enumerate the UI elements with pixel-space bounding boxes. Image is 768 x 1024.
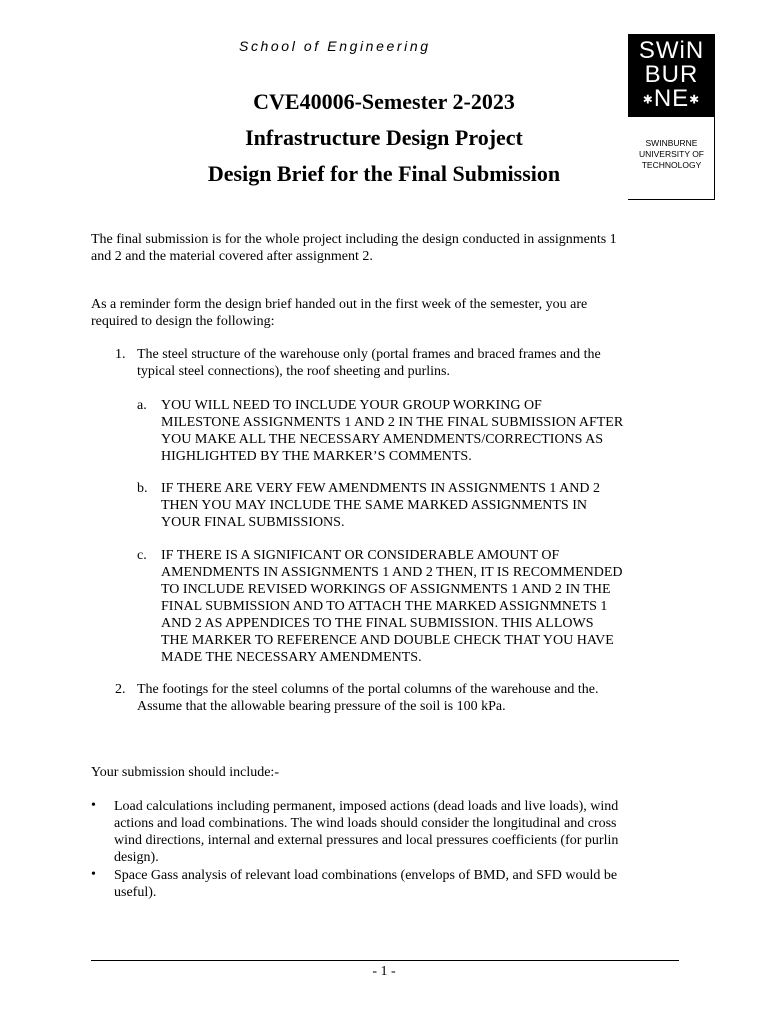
sublist-letter: b.: [137, 481, 148, 496]
course-code: CVE40006-Semester 2-2023: [253, 89, 515, 114]
sublist-item-c: IF THERE IS A SIGNIFICANT OR CONSIDERABLE AMOUNT OF AMENDMENTS IN ASSIGNMENTS 1 AND 2 THEN, IT IS RECOMMENDED TO INCLUDE REVISED WORKINGS OF ASSIGNMENTS 1 AND 2 IN THE FINAL SUBMISSION AND TO ATTACH THE MARKED ASSIGNMNETS 1 AND 2 AS APPENDICES TO THE FINAL SUBMISSION. THIS ALLOWS THE MARKER TO REFERENCE AND DOUBLE CHECK THAT YOU HAVE MADE THE NECESSARY AMENDMENTS.: [161, 548, 623, 665]
list-item-2: The footings for the steel columns of the portal columns of the warehouse and the. Assume that the allowable bearing pressure of the soil is 100 kPa.: [137, 682, 599, 714]
star-icon: ✱: [642, 92, 654, 107]
logo-caption-line: SWINBURNE: [645, 138, 698, 148]
logo-line-3: ✱NE✱: [642, 85, 701, 112]
brief-title: Design Brief for the Final Submission: [207, 161, 561, 186]
school-label: School of Engineering: [239, 38, 431, 54]
star-icon: ✱: [689, 92, 701, 107]
logo-border-bottom: [628, 199, 715, 200]
bullet-item-load-calculations: Load calculations including permanent, imposed actions (dead loads and live loads), wind actions and load combinations. The wind loads should consider the longitudinal and cross wind directions, internal and external pressures and local pressures coefficients (for purlin design).: [114, 799, 619, 865]
logo-caption-line: TECHNOLOGY: [641, 160, 702, 170]
sublist-item-a: YOU WILL NEED TO INCLUDE YOUR GROUP WORKING OF MILESTONE ASSIGNMENTS 1 AND 2 IN THE FINAL SUBMISSION AFTER YOU MAKE ALL THE NECESSARY AMENDMENTS/CORRECTIONS AS HIGHLIGHTED BY THE MARKER’S COMMENTS.: [161, 398, 624, 464]
list-number: 2.: [115, 682, 126, 697]
intro-paragraph-1: The final submission is for the whole project including the design conducted in assignments 1 and 2 and the material covered after assignment 2.: [91, 232, 617, 264]
submission-heading: Your submission should include:-: [91, 765, 279, 780]
logo-line-1: SWiN: [638, 37, 705, 64]
sublist-item-b: IF THERE ARE VERY FEW AMENDMENTS IN ASSIGNMENTS 1 AND 2 THEN YOU MAY INCLUDE THE SAME MARKED ASSIGNMENTS IN YOUR FINAL SUBMISSIONS.: [161, 481, 600, 530]
intro-paragraph-2: As a reminder form the design brief handed out in the first week of the semester, you are required to design the following:: [91, 297, 588, 329]
sublist-letter: c.: [137, 548, 147, 563]
sublist-letter: a.: [137, 398, 147, 413]
logo-caption-line: UNIVERSITY OF: [638, 149, 705, 159]
footer-divider: [91, 960, 679, 961]
bullet-icon: •: [91, 867, 96, 882]
bullet-icon: •: [91, 798, 96, 813]
bullet-item-space-gass: Space Gass analysis of relevant load combinations (envelops of BMD, and SFD would be useful).: [114, 868, 618, 900]
logo-line-2: BUR: [644, 61, 699, 88]
page-number: - 1 -: [372, 964, 396, 979]
list-item-1: The steel structure of the warehouse only (portal frames and braced frames and the typical steel connections), the roof sheeting and purlins.: [137, 347, 601, 379]
project-name: Infrastructure Design Project: [245, 125, 523, 150]
document-title: [100, 84, 668, 192]
list-number: 1.: [115, 347, 126, 362]
